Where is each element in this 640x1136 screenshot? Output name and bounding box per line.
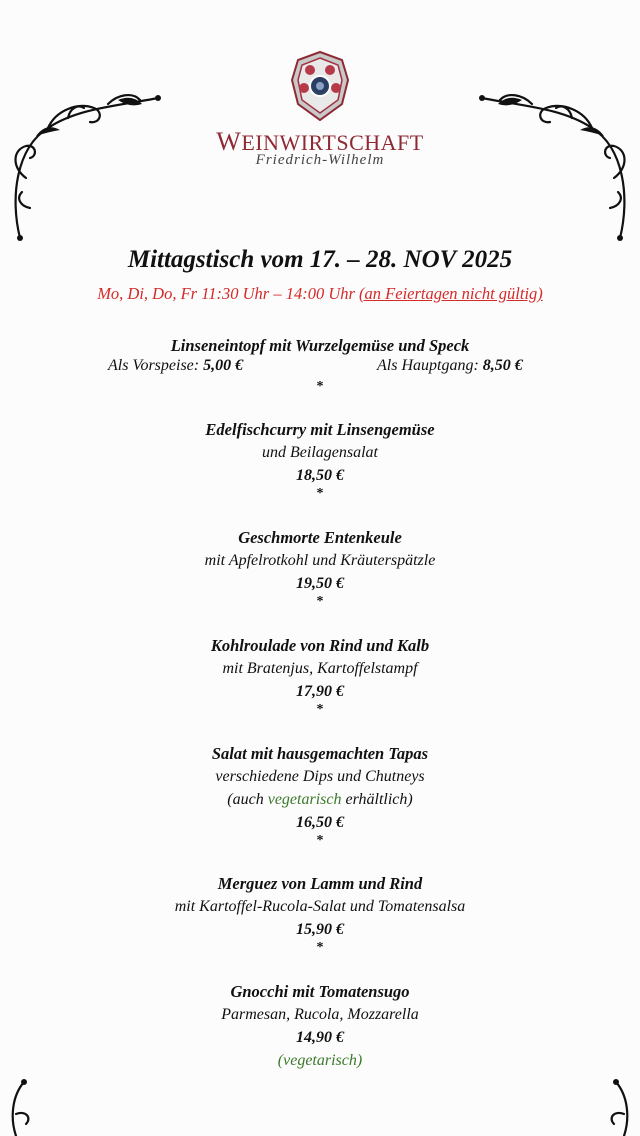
separator: * [316,486,324,501]
dish-description: Parmesan, Rucola, Mozzarella [221,1006,419,1023]
dish-description: und Beilagensalat [262,444,378,461]
separator: * [316,940,324,955]
dish-price: 14,90 € [296,1029,344,1046]
corner-ornament-bottom-left [6,1074,46,1136]
dish-name: Gnocchi mit Tomatensugo [230,982,410,1001]
dish-5 [0,742,640,848]
brand-subtitle: Friedrich-Wilhelm [255,152,385,168]
dish-price: 17,90 € [296,683,344,700]
dish-description: mit Bratenjus, Kartoffelstampf [222,660,418,677]
dish-name: Edelfischcurry mit Linsengemüse [205,420,435,439]
dish-3 [0,526,640,609]
main-price: Als Hauptgang: 8,50 € [377,357,523,374]
dish-description: mit Kartoffel-Rucola-Salat und Tomatensalsa [174,898,466,915]
dish-name: Geschmorte Entenkeule [238,528,402,547]
separator: * [316,379,324,394]
dish-prices [0,357,640,380]
separator: * [316,833,324,848]
holiday-note: (an Feiertagen nicht gültig) [359,284,543,303]
starter-price: Als Vorspeise: 5,00 € [108,357,244,374]
dish-name: Salat mit hausgemachten Tapas [211,744,429,763]
separator: * [316,702,324,717]
dish-name: Merguez von Lamm und Rind [217,874,423,893]
dish-1 [0,334,640,394]
vegetarian-label: vegetarisch [267,791,342,808]
vegetarian-label: (vegetarisch) [277,1052,363,1069]
dish-2 [0,418,640,501]
brand-name: WEINWIRTSCHAFT [216,127,424,156]
corner-ornament-bottom-right [594,1074,634,1136]
dish-7 [0,980,640,1072]
page-title: Mittagstisch vom 17. – 28. NOV 2025 [127,246,513,273]
logo [0,50,640,126]
dish-price: 16,50 € [296,814,344,831]
dish-name: Linseneintopf mit Wurzelgemüse und Speck [170,336,470,355]
opening-hours [0,284,640,304]
dish-6 [0,872,640,955]
dish-vegetarian-option: (auch vegetarisch erhältlich) [227,791,413,808]
dish-price: 19,50 € [296,575,344,592]
separator: * [316,594,324,609]
hours-text: Mo, Di, Do, Fr 11:30 Uhr – 14:00 Uhr [97,284,360,303]
dish-price: 18,50 € [296,467,344,484]
dish-description: mit Apfelrotkohl und Kräuterspätzle [204,552,436,569]
dish-4 [0,634,640,717]
crest-icon [288,50,352,122]
dish-name: Kohlroulade von Rind und Kalb [210,636,430,655]
dish-description: verschiedene Dips und Chutneys [215,768,425,785]
dish-price: 15,90 € [296,921,344,938]
